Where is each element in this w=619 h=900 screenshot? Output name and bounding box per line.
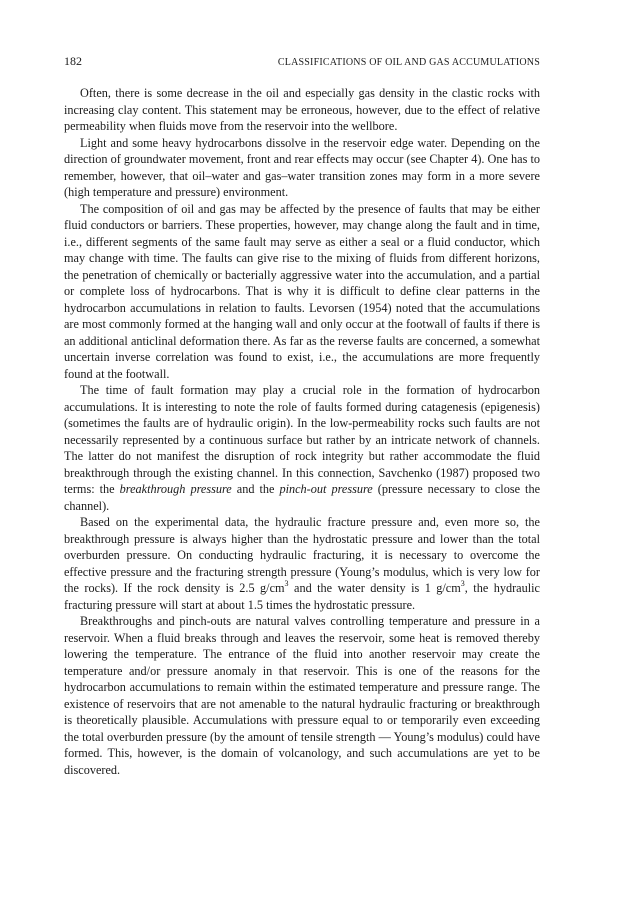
superscript: 3 xyxy=(284,578,289,588)
paragraph-text: (pressure necessary to close the channel). xyxy=(64,482,541,513)
paragraph-text: Based on the experimental data, the hydraulic fracture pressure and, even more so, the breakthrough pressure is always higher than the hydrostatic pressure and lower than the total overburden pressure. On conducting hydraulic fracturing, it is necessary to overcome the effective pressure and the fracturing strength pressure (Young’s modulus, which is very low for the rocks). If the rock density is 2.5 g/cm xyxy=(64,515,540,595)
page-number: 182 xyxy=(64,54,82,68)
chapter-title: CLASSIFICATIONS OF OIL AND GAS ACCUMULATIONS xyxy=(277,57,540,68)
paragraph-natural-valves: Breakthroughs and pinch-outs are natural valves controlling temperature and pressure in a reservoir. When a fluid breaks through and leaves the reservoir, some heat is removed thereby lowering the temperature. The entrance of the fluid into another reservoir may create the temperature and/or pressure anomaly in that reservoir. This is one of the reasons for the hydrocarbon accumulations to remain within the estimated temperature and pressure range. The existence of reservoirs that are not amenable to the natural hydraulic fracturing or breakthrough is theoretically plausible. Accumulations with pressure equal to or temporarily even exceeding the total overburden pressure (by the amount of tensile strength — Young’s modulus) could have formed. This, however, is the domain of volcanology, and such accumulations are yet to be discovered. xyxy=(64,614,540,777)
paragraph-text: The time of fault formation may play a crucial role in the formation of hydrocarbon accumulations. It is interesting to note the role of faults formed during catagenesis (epigenesis) (sometimes the faults are of hydraulic origin). In the low-permeability rocks such faults are not necessarily represented by a continuous surface but rather by an intricate network of channels. The latter do not manifest the disruption of rock integrity but rather accommodate the fluid breakthrough through the existing channel. In this connection, Savchenko (1987) proposed two terms: the xyxy=(64,383,540,496)
term-pinch-out-pressure: pinch-out pressure xyxy=(279,482,373,496)
paragraph-hydraulic-fracture xyxy=(64,514,540,613)
paragraph-text: , the hydraulic fracturing pressure will start at about 1.5 times the hydrostatic pressure. xyxy=(64,581,540,612)
paragraph-faults: The composition of oil and gas may be affected by the presence of faults that may be either fluid conductors or barriers. These properties, however, may change along the fault and in time, i.e., different segments of the same fault may serve as either a seal or a fluid conductor, which may change with time. The faults can give rise to the mixing of fluids from different horizons, the penetration of chemically or bacterially aggressive water into the accumulation, and a partial or complete loss of hydrocarbons. That is why it is difficult to define clear patterns in the hydrocarbon accumulations in relation to faults. Levorsen (1954) noted that the accumulations are most commonly formed at the hanging wall and only occur at the footwall of faults if there is an additional anticlinal deformation there. As far as the reverse faults are concerned, a somewhat uncertain inverse correlation was found to exist, i.e., the accumulations are more frequently found at the footwall. xyxy=(64,201,540,381)
paragraph-clay-content: Often, there is some decrease in the oil and especially gas density in the clastic rocks with increasing clay content. This statement may be erroneous, however, due to the effect of relative permeability when fluids move from the reservoir into the wellbore. xyxy=(64,86,540,133)
paragraph-fault-timing xyxy=(64,382,540,514)
text-body xyxy=(64,85,540,778)
running-head xyxy=(64,54,540,70)
superscript: 3 xyxy=(460,578,465,588)
paragraph-edge-water: Light and some heavy hydrocarbons dissolve in the reservoir edge water. Depending on the direction of groundwater movement, front and rear effects may occur (see Chapter 4). One has to remember, however, that oil–water and gas–water transition zones may form in a more severe (high temperature and pressure) environment. xyxy=(64,135,540,199)
paragraph-text: and the xyxy=(231,482,280,496)
paragraph-text: and the water density is 1 g/cm xyxy=(288,581,461,595)
term-breakthrough-pressure: breakthrough pressure xyxy=(119,482,232,496)
book-page xyxy=(64,54,540,778)
